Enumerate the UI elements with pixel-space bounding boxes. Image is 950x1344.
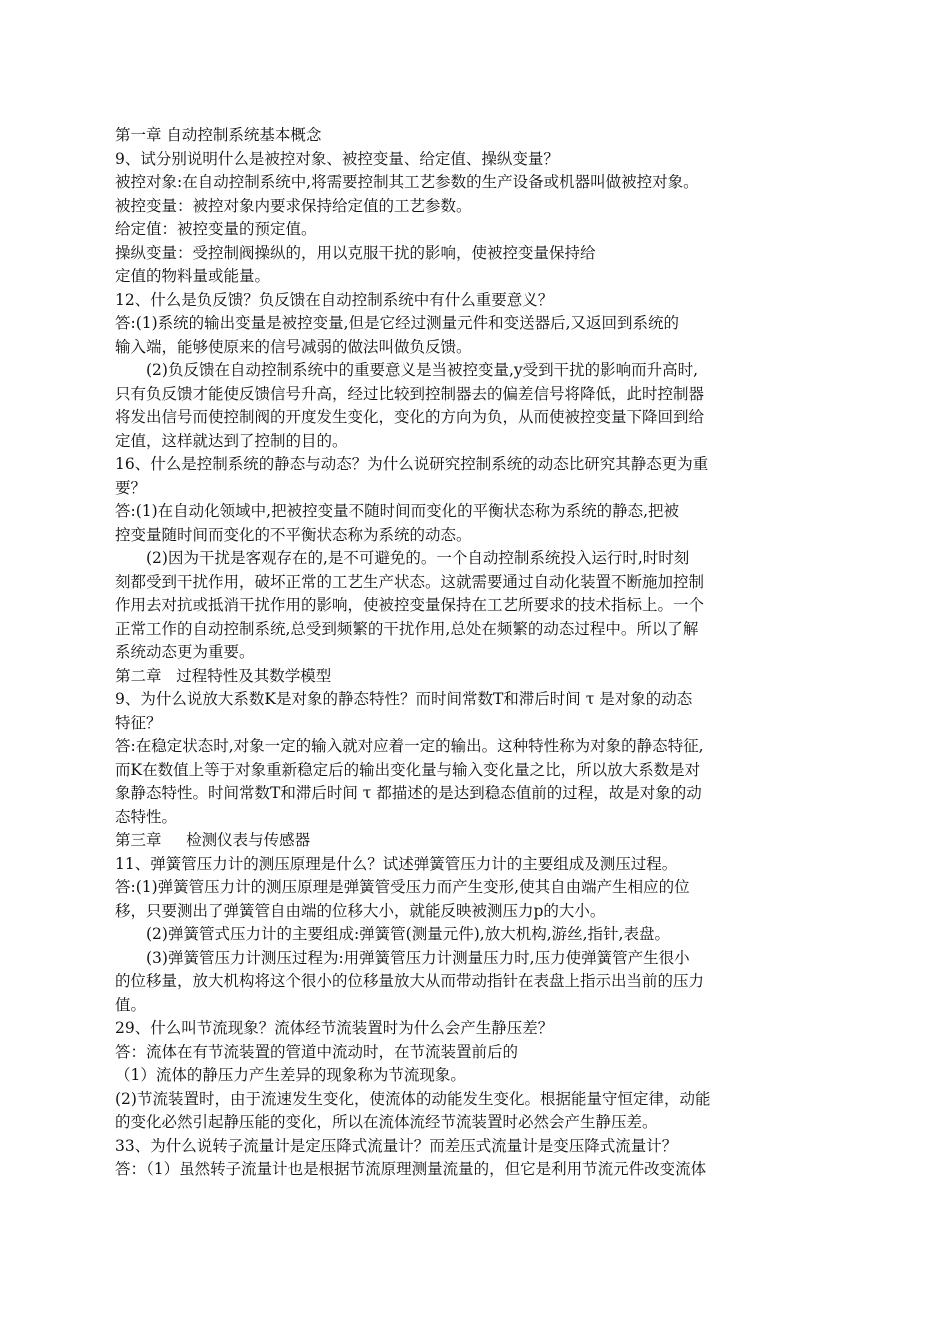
text-line: 第二章 过程特性及其数学模型: [115, 666, 332, 685]
text-line: 答:在稳定状态时,对象一定的输入就对应着一定的输出。这种特性称为对象的静态特征,: [115, 737, 704, 755]
text-line: 的变化必然引起静压能的变化，所以在流体流经节流装置时必然会产生静压差。: [115, 1113, 658, 1131]
text-line: 11、弹簧管压力计的测压原理是什么？试述弹簧管压力计的主要组成及测压过程。: [115, 854, 678, 873]
text-line: 16、什么是控制系统的静态与动态？为什么说研究控制系统的动态比研究其静态更为重: [115, 455, 709, 473]
text-line: 答:(1)系统的输出变量是被控变量,但是它经过测量元件和变送器后,又返回到系统的: [115, 314, 680, 332]
document-page: [115, 124, 840, 1182]
text-line: 操纵变量：受控制阀操纵的，用以克服干扰的影响，使被控变量保持给: [115, 243, 596, 262]
text-line: 控变量随时间而变化的不平衡状态称为系统的动态。: [115, 525, 472, 544]
text-line: 系统动态更为重要。: [115, 643, 255, 661]
text-line: 答:(1)在自动化领域中,把被控变量不随时间而变化的平衡状态称为系统的静态,把被: [115, 502, 680, 520]
text-line: 而K在数值上等于对象重新稳定后的输出变化量与输入变化量之比，所以放大系数是对: [115, 760, 701, 779]
text-line: 只有负反馈才能使反馈信号升高，经过比较到控制器去的偏差信号将降低，此时控制器: [115, 384, 705, 403]
text-line: 移，只要测出了弹簧管自由端的位移大小，就能反映被测压力p的大小。: [115, 901, 606, 920]
text-line: 答：（1）虽然转子流量计也是根据节流原理测量流量的，但它是利用节流元件改变流体: [115, 1160, 707, 1178]
text-line: 第三章 检测仪表与传感器: [115, 831, 311, 849]
text-line: 答:(1)弹簧管压力计的测压原理是弹簧管受压力而产生变形,使其自由端产生相应的位: [115, 878, 690, 896]
text-line: 33、为什么说转子流量计是定压降式流量计？而差压式流量计是变压降式流量计？: [115, 1136, 678, 1155]
text-line: (2)节流装置时，由于流速发生变化，使流体的动能发生变化。根据能量守恒定律，动能: [115, 1089, 711, 1108]
text-line: 要？: [115, 478, 147, 497]
text-line: 给定值：被控变量的预定值。: [115, 220, 317, 238]
text-line: 9、为什么说放大系数K是对象的静态特性？而时间常数T和滞后时间 τ 是对象的动态: [115, 690, 693, 708]
text-line: 将发出信号而使控制阀的开度发生变化，变化的方向为负，从而使被控变量下降回到给: [115, 408, 705, 426]
text-line: 刻都受到干扰作用，破坏正常的工艺生产状态。这就需要通过自动化装置不断施加控制: [115, 572, 705, 591]
text-line: 29、什么叫节流现象？流体经节流装置时为什么会产生静压差？: [115, 1019, 554, 1037]
text-line: 答：流体在有节流装置的管道中流动时，在节流装置前后的: [115, 1042, 519, 1061]
text-line: 的位移量，放大机构将这个很小的位移量放大从而带动指针在表盘上指示出当前的压力: [115, 972, 705, 990]
text-line: 被控变量：被控对象内要求保持给定值的工艺参数。: [115, 196, 472, 215]
text-line: 态特性。: [115, 807, 178, 826]
text-line: (2)弹簧管式压力计的主要组成:弹簧管(测量元件),放大机构,游丝,指针,表盘。: [146, 925, 670, 943]
text-line: 象静态特性。时间常数T和滞后时间 τ 都描述的是达到稳态值前的过程，故是对象的动: [115, 784, 702, 802]
text-line: (2)负反馈在自动控制系统中的重要意义是当被控变量,y受到干扰的影响而升高时,: [146, 361, 699, 379]
text-line: 值。: [115, 995, 147, 1014]
text-line: 作用去对抗或抵消干扰作用的影响，使被控变量保持在工艺所要求的技术指标上。一个: [115, 596, 705, 614]
text-line: (2)因为干扰是客观存在的,是不可避免的。一个自动控制系统投入运行时,时时刻: [146, 549, 690, 567]
text-line: 被控对象:在自动控制系统中,将需要控制其工艺参数的生产设备或机器叫做被控对象。: [115, 173, 699, 191]
text-line: 正常工作的自动控制系统,总受到频繁的干扰作用,总处在频繁的动态过程中。所以了解: [115, 619, 699, 638]
text-line: 12、什么是负反馈？负反馈在自动控制系统中有什么重要意义？: [115, 290, 554, 309]
text-line: （1）流体的静压力产生差异的现象称为节流现象。: [115, 1066, 466, 1084]
text-line: 第一章 自动控制系统基本概念: [115, 126, 322, 144]
text-line: 定值，这样就达到了控制的目的。: [115, 431, 348, 450]
text-line: 特征？: [115, 713, 162, 732]
text-line: 9、试分别说明什么是被控对象、被控变量、给定值、操纵变量？: [115, 149, 559, 168]
text-line: 输入端，能够使原来的信号减弱的做法叫做负反馈。: [115, 337, 472, 356]
text-line: (3)弹簧管压力计测压过程为:用弹簧管压力计测量压力时,压力使弹簧管产生很小: [146, 948, 690, 967]
text-line: 定值的物料量或能量。: [115, 267, 271, 285]
